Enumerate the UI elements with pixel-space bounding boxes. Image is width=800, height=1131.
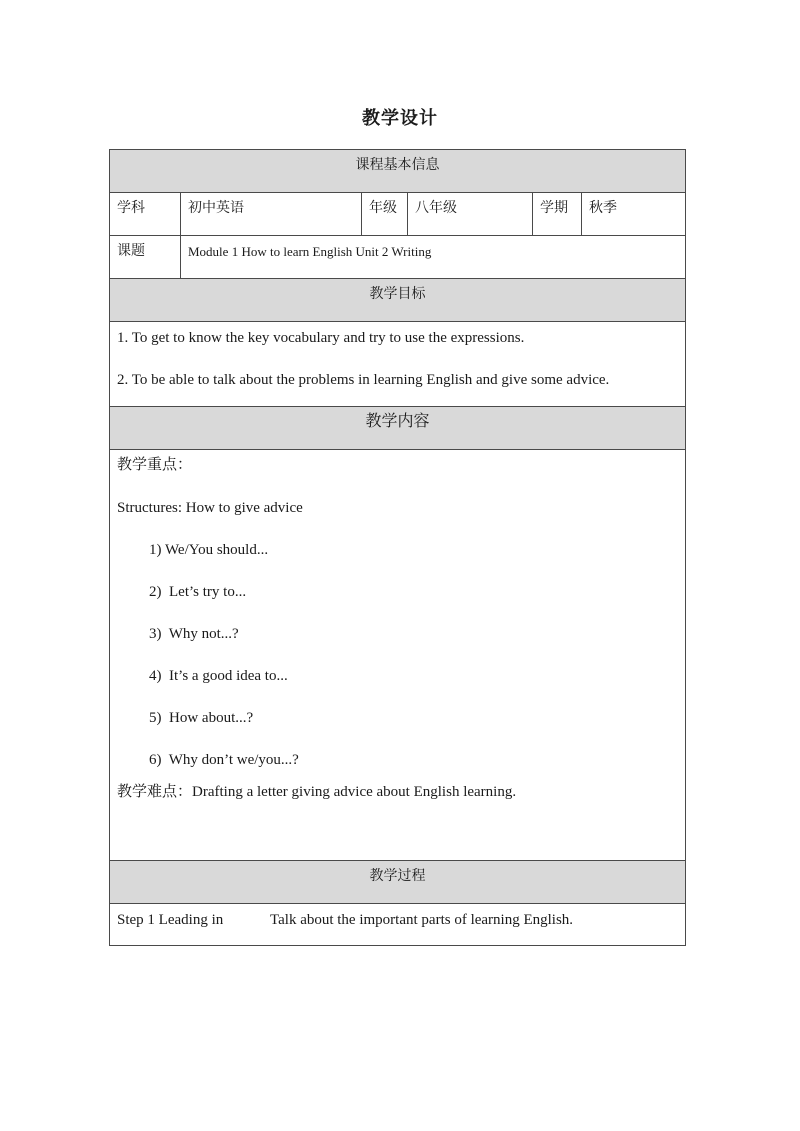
term-value: 秋季	[581, 193, 685, 235]
grade-value: 八年级	[407, 193, 532, 235]
topic-label: 课题	[117, 244, 145, 259]
basic-info-header: 课程基本信息	[355, 158, 440, 173]
objectives-header: 教学目标	[369, 287, 426, 302]
lesson-plan-table	[109, 149, 686, 946]
objective-item: 1. To get to know the key vocabulary and try to use the expressions.	[117, 330, 525, 346]
structure-item: 4) It’s a good idea to...	[149, 668, 288, 684]
process-header-row	[110, 860, 685, 903]
structure-item: 3) Why not...?	[149, 626, 239, 642]
structures-title: Structures: How to give advice	[117, 500, 303, 516]
key-points-label: 教学重点：	[117, 457, 193, 473]
topic-value: Module 1 How to learn English Unit 2 Writing	[180, 236, 685, 278]
difficulty-line	[117, 782, 516, 802]
document-title: 教学设计	[362, 108, 438, 128]
topic-row	[110, 235, 685, 278]
step-activity: Talk about the important parts of learning English.	[270, 912, 574, 928]
process-step-row	[110, 903, 685, 945]
step-name: Step 1 Leading in	[117, 912, 224, 928]
objectives-row	[110, 321, 685, 406]
objectives-header-row	[110, 278, 685, 321]
subject-label: 学科	[117, 201, 145, 216]
difficulty-label: 教学难点：	[117, 784, 193, 800]
objective-item: 2. To be able to talk about the problems in learning English and give some advice.	[117, 372, 610, 388]
content-row	[110, 449, 685, 860]
structure-item: 6) Why don’t we/you...?	[149, 752, 299, 768]
structure-item: 2) Let’s try to...	[149, 584, 247, 600]
basic-info-row	[110, 192, 685, 235]
content-header-row	[110, 406, 685, 449]
subject-value: 初中英语	[180, 193, 361, 235]
content-header: 教学内容	[365, 413, 430, 430]
difficulty-text: Drafting a letter giving advice about English learning.	[192, 784, 517, 800]
process-header: 教学过程	[369, 869, 426, 884]
term-label: 学期	[532, 193, 581, 235]
structure-item: 1) We/You should...	[149, 542, 269, 558]
basic-info-header-row	[110, 150, 685, 192]
grade-label: 年级	[361, 193, 407, 235]
structure-item: 5) How about...?	[149, 710, 254, 726]
